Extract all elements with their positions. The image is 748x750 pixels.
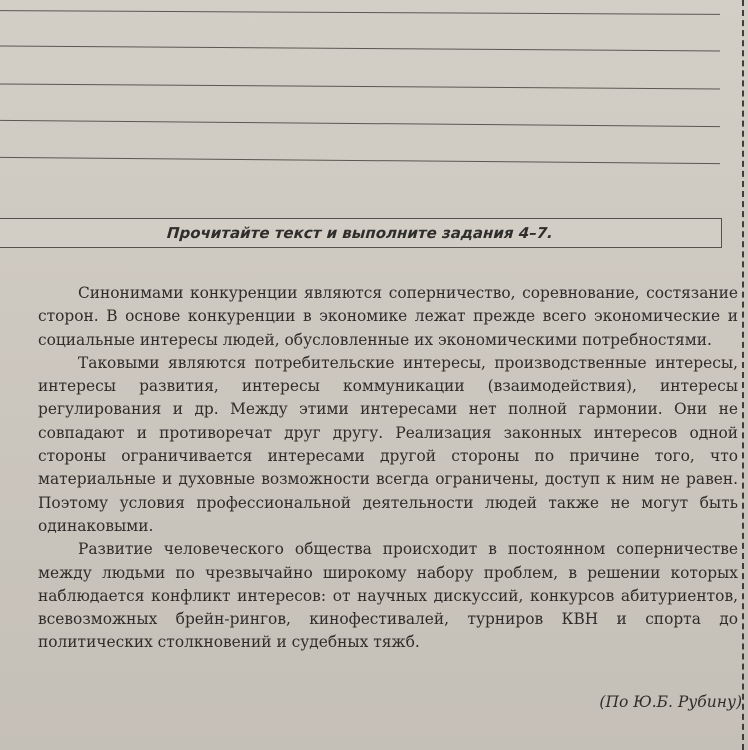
answer-line-2 — [0, 45, 720, 51]
answer-line-1 — [0, 10, 720, 15]
answer-line-4 — [0, 120, 720, 127]
cut-line — [742, 0, 744, 750]
source-attribution: (По Ю.Б. Рубину) — [599, 693, 742, 711]
paragraph-3: Развитие человеческого общества происходит в постоянном соперничестве между людьми по чрезвычайно широкому набору проблем, в решении которых наблюдается конфликт интересов: от научных дискуссий, конкурсов абитуриентов, всевозможных брейн-рингов, кинофестивалей, турниров КВН и спорта до политических столкновений и судебных тяжб. — [38, 540, 738, 652]
answer-line-5 — [0, 157, 720, 164]
answer-line-3 — [0, 83, 720, 89]
reading-text — [38, 282, 738, 655]
task-header — [0, 218, 722, 248]
paragraph-2: Таковыми являются потребительские интересы, производственные интересы, интересы развития, интересы коммуникации (взаимодействия), интересы регулирования и др. Между этими интересами нет полной гармонии. Они не совпадают и противоречат друг другу. Реализация законных интересов одной стороны ограничивается интересами другой стороны по причине того, что материальные и духовные возможности всегда ограничены, доступ к ним не равен. Поэтому условия профессиональной деятельности людей также не могут быть одинаковыми. — [38, 353, 738, 535]
paragraph-1: Синонимами конкуренции являются соперничество, соревнование, состязание сторон. В основе конкуренции в экономике лежат прежде всего экономические и социальные интересы людей, обусловленные их экономическими потребностями. — [38, 284, 738, 349]
task-title: Прочитайте текст и выполните задания 4–7. — [166, 224, 554, 242]
